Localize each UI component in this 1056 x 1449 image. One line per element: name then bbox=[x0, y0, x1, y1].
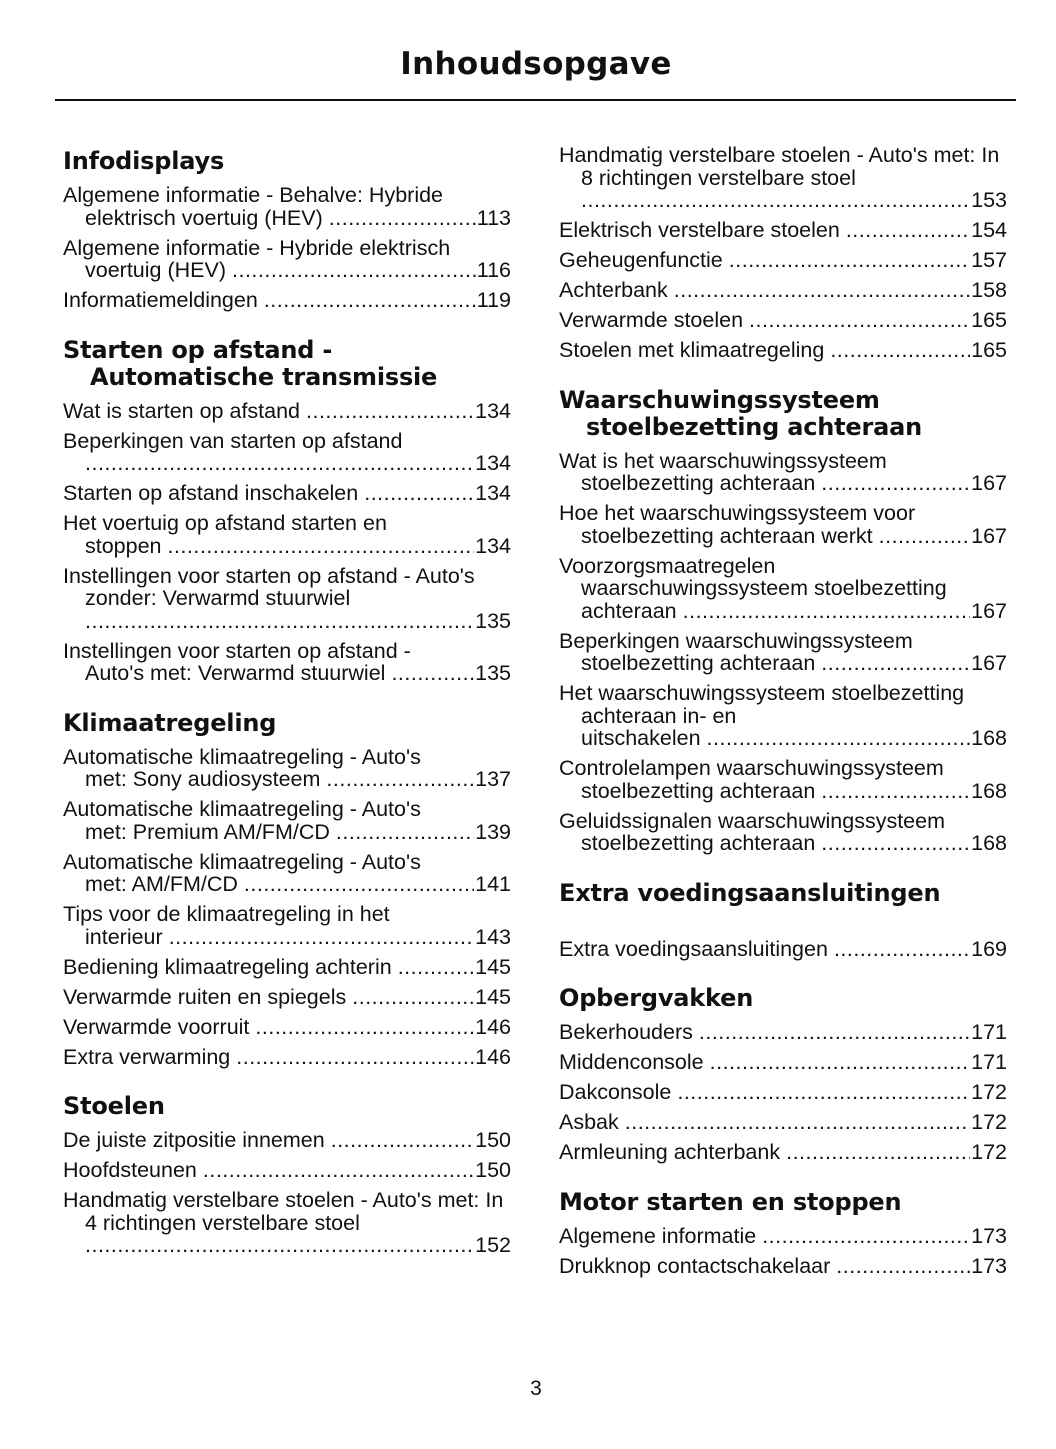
entry-page-number: 119 bbox=[476, 288, 511, 312]
entry-line bbox=[559, 727, 1007, 750]
entry-line bbox=[559, 249, 1007, 272]
entry-page-number: 165 bbox=[971, 338, 1007, 362]
dot-leader bbox=[836, 1255, 970, 1278]
entry-line bbox=[559, 219, 1007, 242]
toc-entry[interactable] bbox=[63, 1046, 511, 1069]
entry-page-number: 145 bbox=[475, 954, 511, 979]
entry-title: Voorzorgsmaatregelen waarschuwingssysteem stoelbezetting bbox=[559, 553, 947, 600]
toc-entry[interactable] bbox=[63, 956, 511, 979]
dot-leader bbox=[581, 189, 970, 212]
entry-page-number: 154 bbox=[971, 218, 1007, 242]
section-heading[interactable]: Klimaatregeling bbox=[63, 708, 277, 737]
toc-entry[interactable] bbox=[559, 682, 1007, 750]
toc-entry[interactable] bbox=[559, 630, 1007, 675]
toc-entry[interactable] bbox=[559, 1225, 1007, 1248]
dot-leader bbox=[85, 610, 474, 633]
entry-line bbox=[63, 1016, 511, 1039]
section-heading[interactable]: Stoelen bbox=[63, 1092, 165, 1120]
entry-page-number: 173 bbox=[971, 1253, 1007, 1278]
entry-title: Automatische klimaatregeling - Auto's bbox=[63, 849, 421, 874]
entry-line bbox=[63, 1046, 511, 1069]
entry-line bbox=[63, 1129, 511, 1152]
entry-page-number: 146 bbox=[475, 1044, 511, 1069]
entry-page-number: 172 bbox=[971, 1110, 1007, 1134]
toc-entry[interactable] bbox=[559, 309, 1007, 332]
entry-page-number: 152 bbox=[475, 1233, 511, 1257]
entry-page-number: 150 bbox=[475, 1128, 511, 1152]
entry-title: Extra voedingsaansluitingen bbox=[559, 936, 828, 961]
dot-leader bbox=[364, 482, 474, 505]
dot-leader bbox=[85, 452, 474, 475]
toc-section bbox=[559, 1189, 1007, 1278]
entry-title: Middenconsole bbox=[559, 1050, 704, 1074]
dot-leader bbox=[749, 309, 970, 332]
toc-entry[interactable] bbox=[559, 279, 1007, 302]
entry-title: stoelbezetting achteraan bbox=[581, 651, 816, 675]
entry-title: Geheugenfunctie bbox=[559, 248, 723, 272]
entry-page-number: 141 bbox=[475, 872, 511, 896]
dot-leader bbox=[326, 768, 474, 791]
toc-entry[interactable] bbox=[559, 1141, 1007, 1164]
dot-leader bbox=[244, 873, 474, 896]
entry-line bbox=[559, 1225, 1007, 1248]
entry-title: Extra verwarming bbox=[63, 1044, 231, 1069]
entry-page-number: 139 bbox=[475, 819, 511, 844]
toc-entry[interactable] bbox=[63, 746, 511, 791]
entry-title: stoelbezetting achteraan werkt bbox=[581, 523, 873, 548]
entry-page-number: 171 bbox=[971, 1050, 1007, 1074]
entry-title: met: AM/FM/CD bbox=[85, 872, 238, 896]
toc-entry[interactable] bbox=[63, 1129, 511, 1152]
dot-leader bbox=[203, 1159, 474, 1182]
entry-line bbox=[559, 189, 1007, 212]
toc-entry[interactable] bbox=[559, 1255, 1007, 1278]
entry-line bbox=[559, 1021, 1007, 1044]
page-title: Inhoudsopgave bbox=[400, 46, 672, 82]
entry-title: Handmatig verstelbare stoelen - Auto's met: In 4 richtingen verstelbare stoel bbox=[63, 1188, 504, 1235]
toc-section bbox=[63, 337, 511, 685]
entry-page-number: 158 bbox=[971, 278, 1007, 302]
dot-leader bbox=[625, 1111, 970, 1134]
entry-title: Asbak bbox=[559, 1110, 619, 1134]
section-heading[interactable]: Starten op afstand - Automatische transmissie bbox=[63, 335, 438, 391]
entry-title: Bekerhouders bbox=[559, 1020, 693, 1044]
entry-page-number: 135 bbox=[475, 608, 511, 633]
entry-title: Verwarmde ruiten en spiegels bbox=[63, 984, 347, 1009]
dot-leader bbox=[264, 289, 476, 312]
entry-title: Verwarmde voorruit bbox=[63, 1014, 250, 1039]
entry-title: Instellingen voor starten op afstand - bbox=[63, 638, 411, 663]
dot-leader bbox=[846, 219, 970, 242]
toc-entry[interactable] bbox=[559, 757, 1007, 802]
entry-title: uitschakelen bbox=[581, 726, 701, 750]
entry-line bbox=[559, 339, 1007, 362]
entry-page-number: 150 bbox=[475, 1158, 511, 1182]
toc-entry[interactable] bbox=[63, 289, 511, 312]
toc-entry[interactable] bbox=[63, 903, 511, 948]
toc-entry[interactable] bbox=[559, 555, 1007, 623]
toc-entry[interactable] bbox=[63, 640, 511, 685]
entry-line bbox=[63, 289, 511, 312]
dot-leader bbox=[762, 1225, 970, 1248]
entry-title: Het waarschuwingssysteem stoelbezetting achteraan in- en bbox=[559, 681, 965, 728]
entry-page-number: 143 bbox=[475, 924, 511, 949]
entry-title: stoelbezetting achteraan bbox=[581, 778, 816, 803]
dot-leader bbox=[707, 727, 971, 750]
dot-leader bbox=[232, 259, 476, 282]
entry-page-number: 134 bbox=[475, 533, 511, 558]
entry-title: Algemene informatie - Behalve: Hybride bbox=[63, 183, 444, 207]
section-heading[interactable]: Infodisplays bbox=[63, 147, 225, 175]
entry-line bbox=[63, 482, 511, 505]
entry-page-number: 134 bbox=[475, 451, 511, 475]
toc-column-right bbox=[559, 144, 1007, 1285]
dot-leader bbox=[85, 1234, 474, 1257]
entry-title: Wat is starten op afstand bbox=[63, 398, 301, 423]
entry-page-number: 135 bbox=[475, 661, 511, 685]
entry-title: met: Premium AM/FM/CD bbox=[85, 819, 330, 844]
entry-page-number: 137 bbox=[475, 767, 511, 791]
entry-title: Tips voor de klimaatregeling in het bbox=[63, 902, 390, 926]
entry-title: stoelbezetting achteraan bbox=[581, 831, 816, 855]
entry-line bbox=[559, 1111, 1007, 1134]
entry-page-number: 168 bbox=[971, 726, 1007, 750]
entry-title: Het voertuig op afstand starten en bbox=[63, 511, 387, 535]
dot-leader bbox=[821, 472, 970, 495]
dot-leader bbox=[786, 1141, 970, 1164]
entry-title: Handmatig verstelbare stoelen - Auto's met: In 8 richtingen verstelbare stoel bbox=[559, 143, 1000, 190]
entry-title: Dakconsole bbox=[559, 1080, 672, 1104]
entry-page-number: 145 bbox=[475, 984, 511, 1009]
toc-entry[interactable] bbox=[63, 986, 511, 1009]
section-heading[interactable]: Motor starten en stoppen bbox=[559, 1187, 902, 1216]
toc-entry[interactable] bbox=[63, 1159, 511, 1182]
toc-entry[interactable] bbox=[63, 798, 511, 843]
entry-line bbox=[63, 926, 511, 949]
toc-entry[interactable] bbox=[63, 565, 511, 633]
entry-page-number: 167 bbox=[971, 598, 1007, 623]
toc-entry[interactable] bbox=[559, 339, 1007, 362]
dot-leader bbox=[236, 1046, 474, 1069]
dot-leader bbox=[830, 339, 970, 362]
dot-leader bbox=[710, 1051, 971, 1074]
toc-entry[interactable] bbox=[559, 450, 1007, 495]
dot-leader bbox=[329, 207, 476, 230]
entry-line bbox=[559, 1051, 1007, 1074]
dot-leader bbox=[168, 535, 475, 558]
dot-leader bbox=[352, 986, 474, 1009]
entry-title: Armleuning achterbank bbox=[559, 1140, 781, 1164]
toc-entry[interactable] bbox=[63, 1189, 511, 1257]
entry-line bbox=[559, 832, 1007, 855]
dot-leader bbox=[398, 956, 474, 979]
entry-line bbox=[559, 1255, 1007, 1278]
dot-leader bbox=[391, 662, 474, 685]
toc-section bbox=[559, 985, 1007, 1164]
entry-title: Hoofdsteunen bbox=[63, 1158, 197, 1182]
entry-line bbox=[63, 768, 511, 791]
entry-page-number: 167 bbox=[971, 471, 1007, 495]
dot-leader bbox=[306, 400, 474, 423]
dot-leader bbox=[331, 1129, 474, 1152]
toc-entry[interactable] bbox=[559, 219, 1007, 242]
entry-title: Beperkingen van starten op afstand bbox=[63, 428, 403, 453]
entry-title: Stoelen met klimaatregeling bbox=[559, 338, 825, 362]
entry-page-number: 169 bbox=[971, 936, 1007, 961]
entry-line bbox=[63, 873, 511, 896]
entry-title: Wat is het waarschuwingssysteem bbox=[559, 448, 887, 473]
entry-title: Algemene informatie - Hybride elektrisch bbox=[63, 235, 451, 260]
entry-title: Elektrisch verstelbare stoelen bbox=[559, 218, 840, 242]
page-number: 3 bbox=[530, 1377, 542, 1400]
entry-line bbox=[559, 1141, 1007, 1164]
toc-entry[interactable] bbox=[559, 144, 1007, 212]
entry-title: Hoe het waarschuwingssysteem voor bbox=[559, 501, 916, 525]
entry-title: elektrisch voertuig (HEV) bbox=[85, 205, 323, 230]
entry-page-number: 165 bbox=[971, 308, 1007, 332]
entry-title: stoppen bbox=[85, 533, 162, 558]
entry-title: Geluidssignalen waarschuwingssysteem bbox=[559, 808, 945, 833]
entry-page-number: 172 bbox=[971, 1080, 1007, 1104]
dot-leader bbox=[834, 938, 970, 961]
entry-line bbox=[559, 652, 1007, 675]
entry-title: Bediening klimaatregeling achterin bbox=[63, 954, 392, 979]
toc-entry[interactable] bbox=[63, 482, 511, 505]
entry-line bbox=[63, 259, 511, 282]
dot-leader bbox=[169, 926, 474, 949]
entry-page-number: 113 bbox=[476, 205, 511, 230]
entry-title: met: Sony audiosysteem bbox=[85, 767, 321, 791]
toc-entry[interactable] bbox=[559, 1051, 1007, 1074]
dot-leader bbox=[821, 652, 970, 675]
entry-page-number: 134 bbox=[475, 481, 511, 505]
entry-page-number: 134 bbox=[475, 398, 511, 423]
toc-entry[interactable] bbox=[559, 1111, 1007, 1134]
entry-title: Achterbank bbox=[559, 278, 668, 302]
entry-line bbox=[559, 938, 1007, 961]
dot-leader bbox=[336, 821, 474, 844]
entry-line bbox=[559, 600, 1007, 623]
toc-entry[interactable] bbox=[559, 502, 1007, 547]
entry-title: Automatische klimaatregeling - Auto's bbox=[63, 744, 421, 769]
entry-line bbox=[559, 525, 1007, 548]
entry-line bbox=[63, 956, 511, 979]
toc-entry[interactable] bbox=[559, 938, 1007, 961]
entry-title: Auto's met: Verwarmd stuurwiel bbox=[85, 661, 386, 685]
toc-section bbox=[63, 1093, 511, 1257]
dot-leader bbox=[674, 279, 970, 302]
dot-leader bbox=[255, 1016, 474, 1039]
entry-title: Starten op afstand inschakelen bbox=[63, 481, 359, 505]
entry-page-number: 168 bbox=[971, 831, 1007, 855]
entry-title: De juiste zitpositie innemen bbox=[63, 1128, 325, 1152]
entry-line bbox=[63, 535, 511, 558]
entry-title: achteraan bbox=[581, 598, 677, 623]
dot-leader bbox=[729, 249, 970, 272]
entry-page-number: 157 bbox=[971, 248, 1007, 272]
dot-leader bbox=[683, 600, 970, 623]
entry-line bbox=[559, 1081, 1007, 1104]
dot-leader bbox=[677, 1081, 970, 1104]
entry-title: Controlelampen waarschuwingssysteem bbox=[559, 756, 944, 780]
toc-entry[interactable] bbox=[559, 249, 1007, 272]
entry-page-number: 168 bbox=[971, 778, 1007, 803]
entry-page-number: 153 bbox=[971, 188, 1007, 212]
entry-line bbox=[63, 986, 511, 1009]
entry-page-number: 116 bbox=[476, 258, 511, 282]
entry-title: Verwarmde stoelen bbox=[559, 308, 744, 332]
toc-entry[interactable] bbox=[63, 184, 511, 229]
entry-title: Automatische klimaatregeling - Auto's bbox=[63, 797, 421, 821]
entry-title: Informatiemeldingen bbox=[63, 288, 258, 312]
entry-line bbox=[559, 279, 1007, 302]
toc-section bbox=[559, 880, 1007, 961]
entry-title: voertuig (HEV) bbox=[85, 258, 226, 282]
entry-page-number: 167 bbox=[971, 523, 1007, 548]
entry-line bbox=[63, 610, 511, 633]
section-heading[interactable]: Extra voedingsaansluitingen bbox=[559, 878, 941, 907]
dot-leader bbox=[879, 525, 971, 548]
entry-line bbox=[63, 207, 511, 230]
entry-page-number: 146 bbox=[475, 1014, 511, 1039]
toc-section bbox=[559, 387, 1007, 855]
entry-line bbox=[63, 1234, 511, 1257]
toc-entry[interactable] bbox=[63, 1016, 511, 1039]
toc-entry[interactable] bbox=[63, 400, 511, 423]
toc-column-left bbox=[63, 144, 511, 1264]
toc-entry[interactable] bbox=[63, 851, 511, 896]
title-divider bbox=[55, 99, 1016, 101]
section-heading[interactable]: Opbergvakken bbox=[559, 984, 754, 1012]
dot-leader bbox=[821, 832, 970, 855]
entry-line bbox=[559, 780, 1007, 803]
entry-title: Beperkingen waarschuwingssysteem bbox=[559, 628, 913, 653]
entry-page-number: 171 bbox=[971, 1020, 1007, 1044]
entry-line bbox=[63, 662, 511, 685]
dot-leader bbox=[699, 1021, 970, 1044]
toc-entry[interactable] bbox=[559, 1081, 1007, 1104]
entry-line bbox=[63, 452, 511, 475]
toc-entry[interactable] bbox=[559, 810, 1007, 855]
entry-line bbox=[559, 309, 1007, 332]
entry-line bbox=[63, 821, 511, 844]
dot-leader bbox=[821, 780, 970, 803]
section-heading[interactable]: Waarschuwingssysteem stoelbezetting achteraan bbox=[559, 385, 923, 441]
entry-line bbox=[63, 400, 511, 423]
toc-entry[interactable] bbox=[559, 1021, 1007, 1044]
entry-line bbox=[559, 472, 1007, 495]
entry-line bbox=[63, 1159, 511, 1182]
entry-page-number: 172 bbox=[971, 1140, 1007, 1164]
entry-title: Algemene informatie bbox=[559, 1223, 757, 1248]
toc-entry[interactable] bbox=[63, 512, 511, 557]
toc-section bbox=[559, 144, 1007, 362]
entry-title: interieur bbox=[85, 924, 163, 949]
entry-title: Drukknop contactschakelaar bbox=[559, 1253, 831, 1278]
entry-page-number: 173 bbox=[971, 1223, 1007, 1248]
entry-title: stoelbezetting achteraan bbox=[581, 471, 816, 495]
toc-section bbox=[63, 710, 511, 1069]
toc-entry[interactable] bbox=[63, 237, 511, 282]
toc-section bbox=[63, 144, 511, 312]
toc-entry[interactable] bbox=[63, 430, 511, 475]
entry-title: Instellingen voor starten op afstand - Auto's zonder: Verwarmd stuurwiel bbox=[63, 563, 475, 610]
entry-page-number: 167 bbox=[971, 651, 1007, 675]
